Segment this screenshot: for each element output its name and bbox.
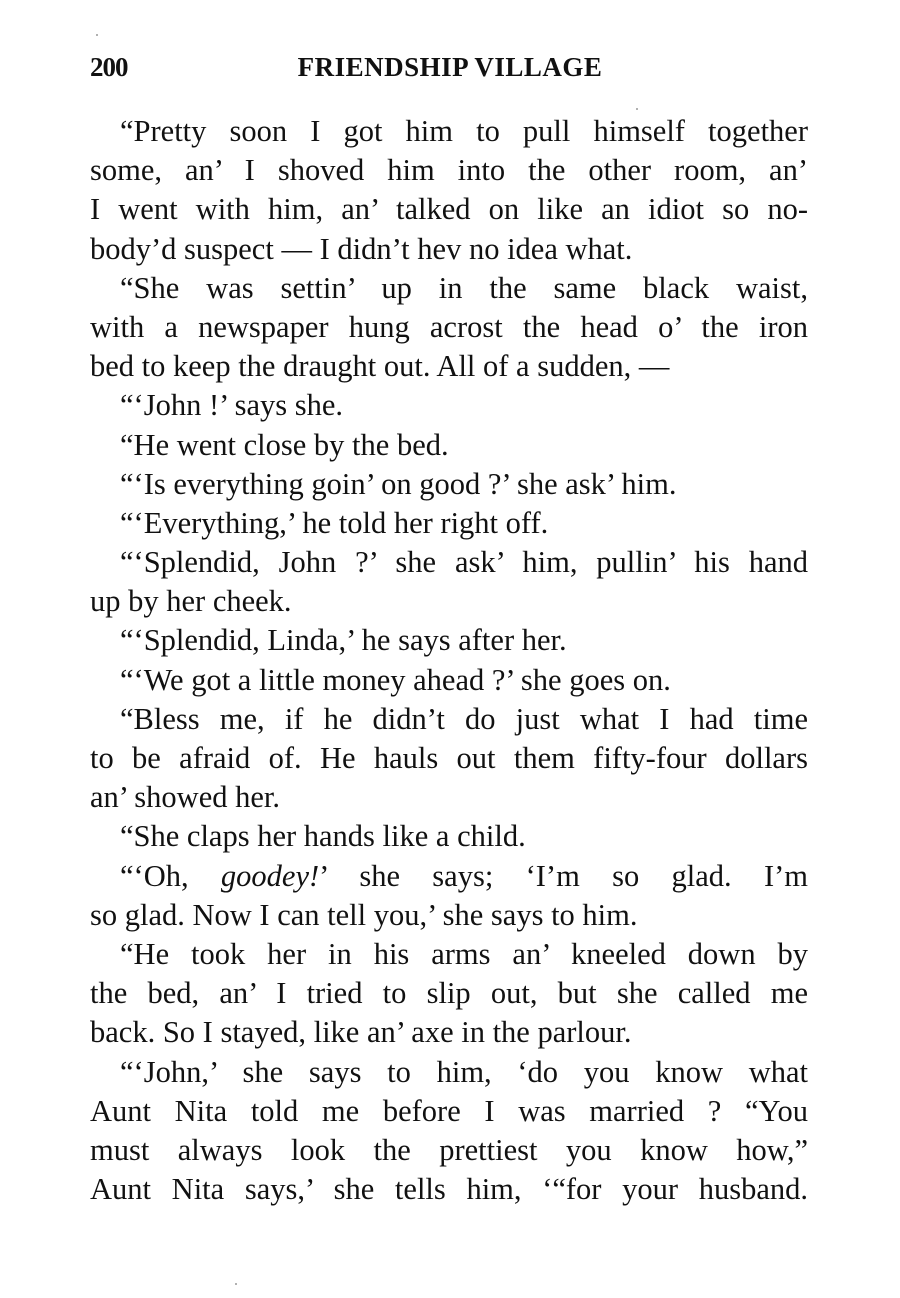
page-header xyxy=(90,52,810,92)
running-head: FRIENDSHIP VILLAGE xyxy=(297,52,603,82)
text-line: “He took her in his arms an’ kneeled down by xyxy=(120,936,808,971)
text-line: must always look the prettiest you know how,” xyxy=(90,1132,808,1167)
text-line: “Bless me, if he didn’t do just what I had time xyxy=(120,701,808,736)
text-line: “‘Splendid, John ?’ she ask’ him, pullin’ his hand xyxy=(120,545,808,580)
text-line: the bed, an’ I tried to slip out, but she called me xyxy=(90,976,808,1011)
text-line: Aunt Nita told me before I was married ? “You xyxy=(90,1093,808,1128)
text-line: “He went close by the bed. xyxy=(120,427,449,462)
page-number: 200 xyxy=(90,52,128,82)
text-line: back. So I stayed, like an’ axe in the parlour. xyxy=(90,1015,632,1050)
emphasis-text: goodey! xyxy=(220,858,320,893)
text-line: “‘John !’ says she. xyxy=(120,388,344,423)
paper-speck xyxy=(235,1283,237,1285)
text-line: “‘John,’ she says to him, ‘do you know what xyxy=(120,1054,808,1089)
text-line: bed to keep the draught out. All of a sudden, — xyxy=(90,349,670,384)
text-line: to be afraid of. He hauls out them fifty-four dollars xyxy=(90,741,808,775)
paper-speck xyxy=(636,108,638,110)
text-line: “Pretty soon I got him to pull himself together xyxy=(120,114,808,148)
text-line: “‘Is everything goin’ on good ?’ she ask’ him. xyxy=(120,466,677,501)
text-line: “‘Oh, goodey!’ she says; ‘I’m so glad. I’m xyxy=(120,858,808,893)
body-text xyxy=(90,112,808,1209)
text-line: Aunt Nita says,’ she tells him, ‘“for your husband. xyxy=(90,1172,808,1207)
text-line: “‘Splendid, Linda,’ he says after her. xyxy=(120,623,567,658)
text-line: body’d suspect — I didn’t hev no idea what. xyxy=(90,231,633,266)
text-line: some, an’ I shoved him into the other room, an’ xyxy=(90,153,808,188)
text-line: an’ showed her. xyxy=(90,780,280,815)
text-line: up by her cheek. xyxy=(90,584,292,619)
text-line: with a newspaper hung acrost the head o’ the iron xyxy=(90,309,808,344)
text-line: so glad. Now I can tell you,’ she says to him. xyxy=(90,897,638,932)
text-line: I went with him, an’ talked on like an idiot so no- xyxy=(90,192,808,227)
paper-speck xyxy=(96,34,98,36)
text-line: “‘Everything,’ he told her right off. xyxy=(120,505,549,540)
text-line: “‘We got a little money ahead ?’ she goes on. xyxy=(120,662,671,697)
text-line: “She was settin’ up in the same black waist, xyxy=(120,270,808,305)
text-line: “She claps her hands like a child. xyxy=(120,819,526,854)
